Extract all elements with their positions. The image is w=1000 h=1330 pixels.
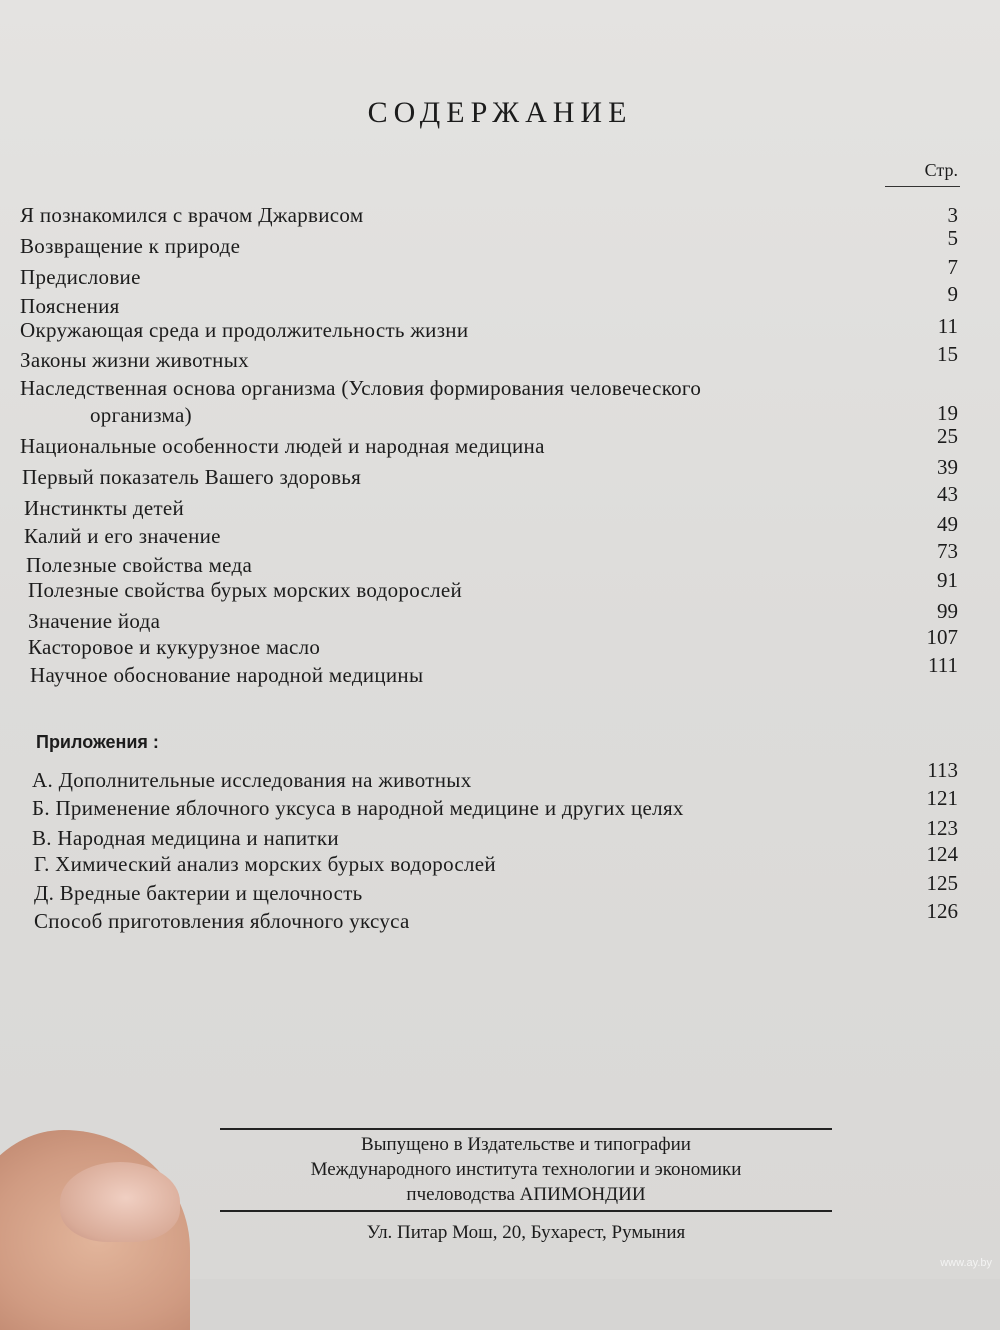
publisher-imprint <box>220 1128 832 1212</box>
thumbnail-nail <box>60 1162 180 1242</box>
appendix-entry-page: 123 <box>926 816 958 840</box>
appendix-entry-title: В. Народная медицина и напитки <box>32 826 339 850</box>
toc-entry <box>0 255 1000 293</box>
appendix-entry-title: Б. Применение яблочного уксуса в народной медицине и других целях <box>32 796 684 820</box>
toc-entry-page: 73 <box>937 539 958 563</box>
toc-entry <box>0 376 1000 404</box>
toc-entry-title: Первый показатель Вашего здоровья <box>22 465 362 489</box>
toc-entry-page: 107 <box>926 625 958 649</box>
toc-entry <box>0 203 1000 231</box>
imprint-line: Международного института технологии и экономики <box>310 1159 742 1180</box>
toc-entry <box>0 455 1000 493</box>
toc-entry-page: 25 <box>937 424 958 448</box>
toc-entry-title: Пояснения <box>20 294 120 318</box>
page-column-header: Стр. <box>924 160 958 180</box>
toc-entry-title: Калий и его значение <box>24 524 221 548</box>
appendix-entry-page: 125 <box>926 871 958 895</box>
toc-entry-title-continuation: организма) <box>90 403 192 427</box>
toc-entry <box>0 482 1000 524</box>
toc-entry-page: 11 <box>937 314 958 338</box>
toc-entry-title: Инстинкты детей <box>24 496 185 520</box>
appendix-entry-title: А. Дополнительные исследования на животных <box>32 768 472 792</box>
site-watermark: www.ay.by <box>940 1257 992 1269</box>
toc-entry <box>0 342 1000 376</box>
appendix-entry-title: Д. Вредные бактерии и щелочность <box>34 881 363 905</box>
appendix-entry-page: 126 <box>926 899 958 923</box>
imprint-line: пчеловодства АПИМОНДИИ <box>406 1184 646 1205</box>
appendix-entry <box>0 842 1000 880</box>
toc-entry <box>0 599 1000 637</box>
appendix-entry <box>0 871 1000 909</box>
toc-entry <box>0 314 1000 346</box>
toc-entry <box>0 625 1000 663</box>
toc-entry-title: Национальные особенности людей и народная медицина <box>20 434 545 458</box>
appendix-entry <box>0 758 1000 796</box>
toc-entry-page: 43 <box>937 482 958 506</box>
appendix-entry <box>0 816 1000 854</box>
toc-entry <box>0 512 1000 552</box>
toc-entry-page: 39 <box>937 455 958 479</box>
toc-entry-title: Касторовое и кукурузное масло <box>28 635 321 659</box>
toc-entry <box>0 568 1000 606</box>
toc-entry-page: 15 <box>937 342 958 366</box>
toc-entry-continuation <box>0 403 1000 431</box>
toc-entry <box>0 424 1000 462</box>
toc-entry-title: Полезные свойства бурых морских водорослей <box>28 578 463 602</box>
appendix-heading: Приложения : <box>36 732 159 752</box>
imprint-line: Выпущено в Издательстве и типографии <box>361 1134 691 1155</box>
appendix-entry-title: Г. Химический анализ морских бурых водорослей <box>34 852 496 876</box>
toc-entry <box>0 539 1000 581</box>
toc-entry-page: 7 <box>947 255 958 279</box>
appendix-entry-page: 113 <box>927 758 958 782</box>
toc-entry-page: 19 <box>937 401 958 425</box>
appendix-entry-page: 124 <box>926 842 958 866</box>
toc-entry-page: 5 <box>947 226 958 250</box>
toc-entry-page: 3 <box>947 203 958 227</box>
toc-entry-page: 91 <box>937 568 958 592</box>
toc-entry-title: Полезные свойства меда <box>26 553 253 577</box>
toc-entry <box>0 653 1000 691</box>
appendix-entry-page: 121 <box>926 786 958 810</box>
appendix-entry-title: Способ приготовления яблочного уксуса <box>34 909 410 933</box>
toc-entry-title: Законы жизни животных <box>20 348 249 372</box>
toc-entry-title: Предисловие <box>20 265 141 289</box>
toc-entry-page: 99 <box>937 599 958 623</box>
toc-entry-title: Окружающая среда и продолжительность жизни <box>20 318 469 342</box>
toc-entry <box>0 226 1000 262</box>
toc-entry-page: 111 <box>928 653 958 677</box>
publisher-address: Ул. Питар Мош, 20, Бухарест, Румыния <box>366 1222 686 1243</box>
toc-entry-title: Научное обоснование народной медицины <box>30 663 424 687</box>
toc-entry-title: Наследственная основа организма (Условия формирования человеческого <box>20 376 702 400</box>
toc-entry-title: Я познакомился с врачом Джарвисом <box>20 203 364 227</box>
toc-entry-title: Возвращение к природе <box>20 234 241 258</box>
page-title: СОДЕРЖАНИЕ <box>367 96 633 129</box>
appendix-entry <box>0 899 1000 937</box>
appendix-entry <box>0 786 1000 824</box>
toc-entry-page: 9 <box>947 282 958 306</box>
page-column-rule <box>885 186 960 187</box>
toc-entry-title: Значение йода <box>28 609 161 633</box>
toc-entry-page: 49 <box>937 512 958 536</box>
